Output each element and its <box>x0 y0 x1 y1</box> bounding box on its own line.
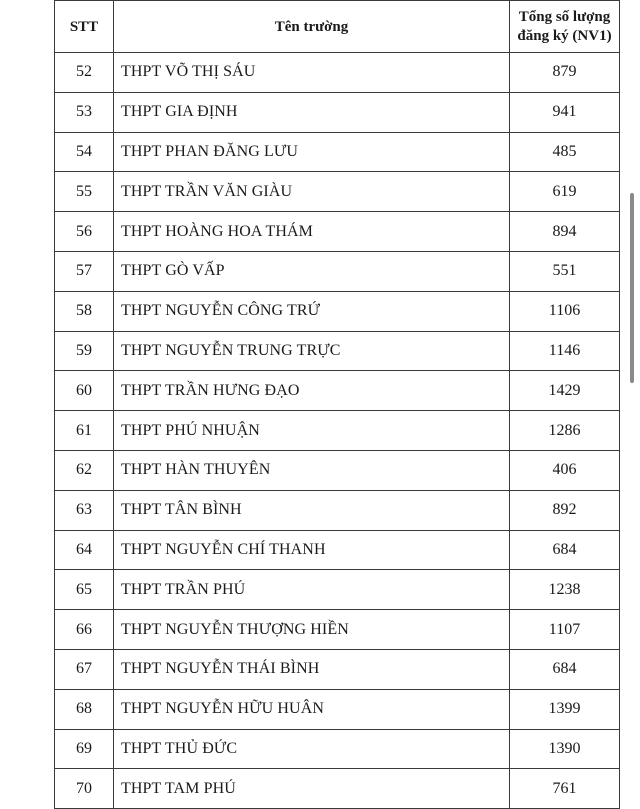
registration-table <box>54 0 620 809</box>
row-school-name: THPT NGUYỄN HỮU HUÂN <box>114 689 510 729</box>
row-registration-count: 619 <box>510 172 620 212</box>
row-school-name: THPT VÕ THỊ SÁU <box>114 53 510 93</box>
table-row <box>55 331 620 371</box>
row-registration-count: 684 <box>510 530 620 570</box>
row-stt: 64 <box>55 530 114 570</box>
row-stt: 66 <box>55 610 114 650</box>
row-stt: 69 <box>55 729 114 769</box>
table-row <box>55 53 620 93</box>
row-stt: 62 <box>55 450 114 490</box>
row-stt: 59 <box>55 331 114 371</box>
row-registration-count: 684 <box>510 649 620 689</box>
row-registration-count: 1146 <box>510 331 620 371</box>
header-stt: STT <box>55 1 114 53</box>
row-stt: 70 <box>55 769 114 809</box>
row-registration-count: 1390 <box>510 729 620 769</box>
row-registration-count: 1107 <box>510 610 620 650</box>
table-header-row <box>55 1 620 53</box>
row-school-name: THPT THỦ ĐỨC <box>114 729 510 769</box>
header-count-line1: Tổng số lượng <box>518 8 611 25</box>
row-registration-count: 1399 <box>510 689 620 729</box>
row-stt: 67 <box>55 649 114 689</box>
table-row <box>55 411 620 451</box>
row-stt: 52 <box>55 53 114 93</box>
row-school-name: THPT GIA ĐỊNH <box>114 92 510 132</box>
row-registration-count: 941 <box>510 92 620 132</box>
row-registration-count: 551 <box>510 251 620 291</box>
table-row <box>55 450 620 490</box>
row-registration-count: 1429 <box>510 371 620 411</box>
table-row <box>55 92 620 132</box>
row-stt: 58 <box>55 291 114 331</box>
row-school-name: THPT TAM PHÚ <box>114 769 510 809</box>
table-row <box>55 649 620 689</box>
row-registration-count: 1286 <box>510 411 620 451</box>
header-registration-count <box>510 1 620 53</box>
table-body <box>55 53 620 809</box>
row-school-name: THPT NGUYỄN THƯỢNG HIỀN <box>114 610 510 650</box>
header-count-line2: đăng ký (NV1) <box>517 27 612 44</box>
row-stt: 63 <box>55 490 114 530</box>
table-row <box>55 371 620 411</box>
table-row <box>55 490 620 530</box>
row-school-name: THPT PHAN ĐĂNG LƯU <box>114 132 510 172</box>
row-stt: 56 <box>55 212 114 252</box>
row-registration-count: 761 <box>510 769 620 809</box>
row-stt: 65 <box>55 570 114 610</box>
row-registration-count: 892 <box>510 490 620 530</box>
row-registration-count: 406 <box>510 450 620 490</box>
row-school-name: THPT NGUYỄN CHÍ THANH <box>114 530 510 570</box>
row-registration-count: 879 <box>510 53 620 93</box>
row-school-name: THPT HOÀNG HOA THÁM <box>114 212 510 252</box>
table-row <box>55 729 620 769</box>
row-stt: 57 <box>55 251 114 291</box>
table-row <box>55 769 620 809</box>
row-stt: 53 <box>55 92 114 132</box>
row-stt: 54 <box>55 132 114 172</box>
row-school-name: THPT HÀN THUYÊN <box>114 450 510 490</box>
row-stt: 60 <box>55 371 114 411</box>
row-school-name: THPT NGUYỄN TRUNG TRỰC <box>114 331 510 371</box>
row-school-name: THPT NGUYỄN THÁI BÌNH <box>114 649 510 689</box>
header-school-name: Tên trường <box>114 1 510 53</box>
table-row <box>55 530 620 570</box>
row-school-name: THPT TRẦN VĂN GIÀU <box>114 172 510 212</box>
table-row <box>55 251 620 291</box>
row-registration-count: 894 <box>510 212 620 252</box>
row-stt: 61 <box>55 411 114 451</box>
table-row <box>55 212 620 252</box>
table-row <box>55 172 620 212</box>
row-school-name: THPT PHÚ NHUẬN <box>114 411 510 451</box>
row-school-name: THPT GÒ VẤP <box>114 251 510 291</box>
row-stt: 55 <box>55 172 114 212</box>
row-school-name: THPT TÂN BÌNH <box>114 490 510 530</box>
table-row <box>55 291 620 331</box>
row-stt: 68 <box>55 689 114 729</box>
table-row <box>55 570 620 610</box>
row-registration-count: 1238 <box>510 570 620 610</box>
row-school-name: THPT TRẦN HƯNG ĐẠO <box>114 371 510 411</box>
row-registration-count: 1106 <box>510 291 620 331</box>
row-registration-count: 485 <box>510 132 620 172</box>
table-row <box>55 689 620 729</box>
row-school-name: THPT TRẦN PHÚ <box>114 570 510 610</box>
vertical-scrollbar[interactable] <box>630 193 634 383</box>
table-row <box>55 132 620 172</box>
table-row <box>55 610 620 650</box>
row-school-name: THPT NGUYỄN CÔNG TRỨ <box>114 291 510 331</box>
